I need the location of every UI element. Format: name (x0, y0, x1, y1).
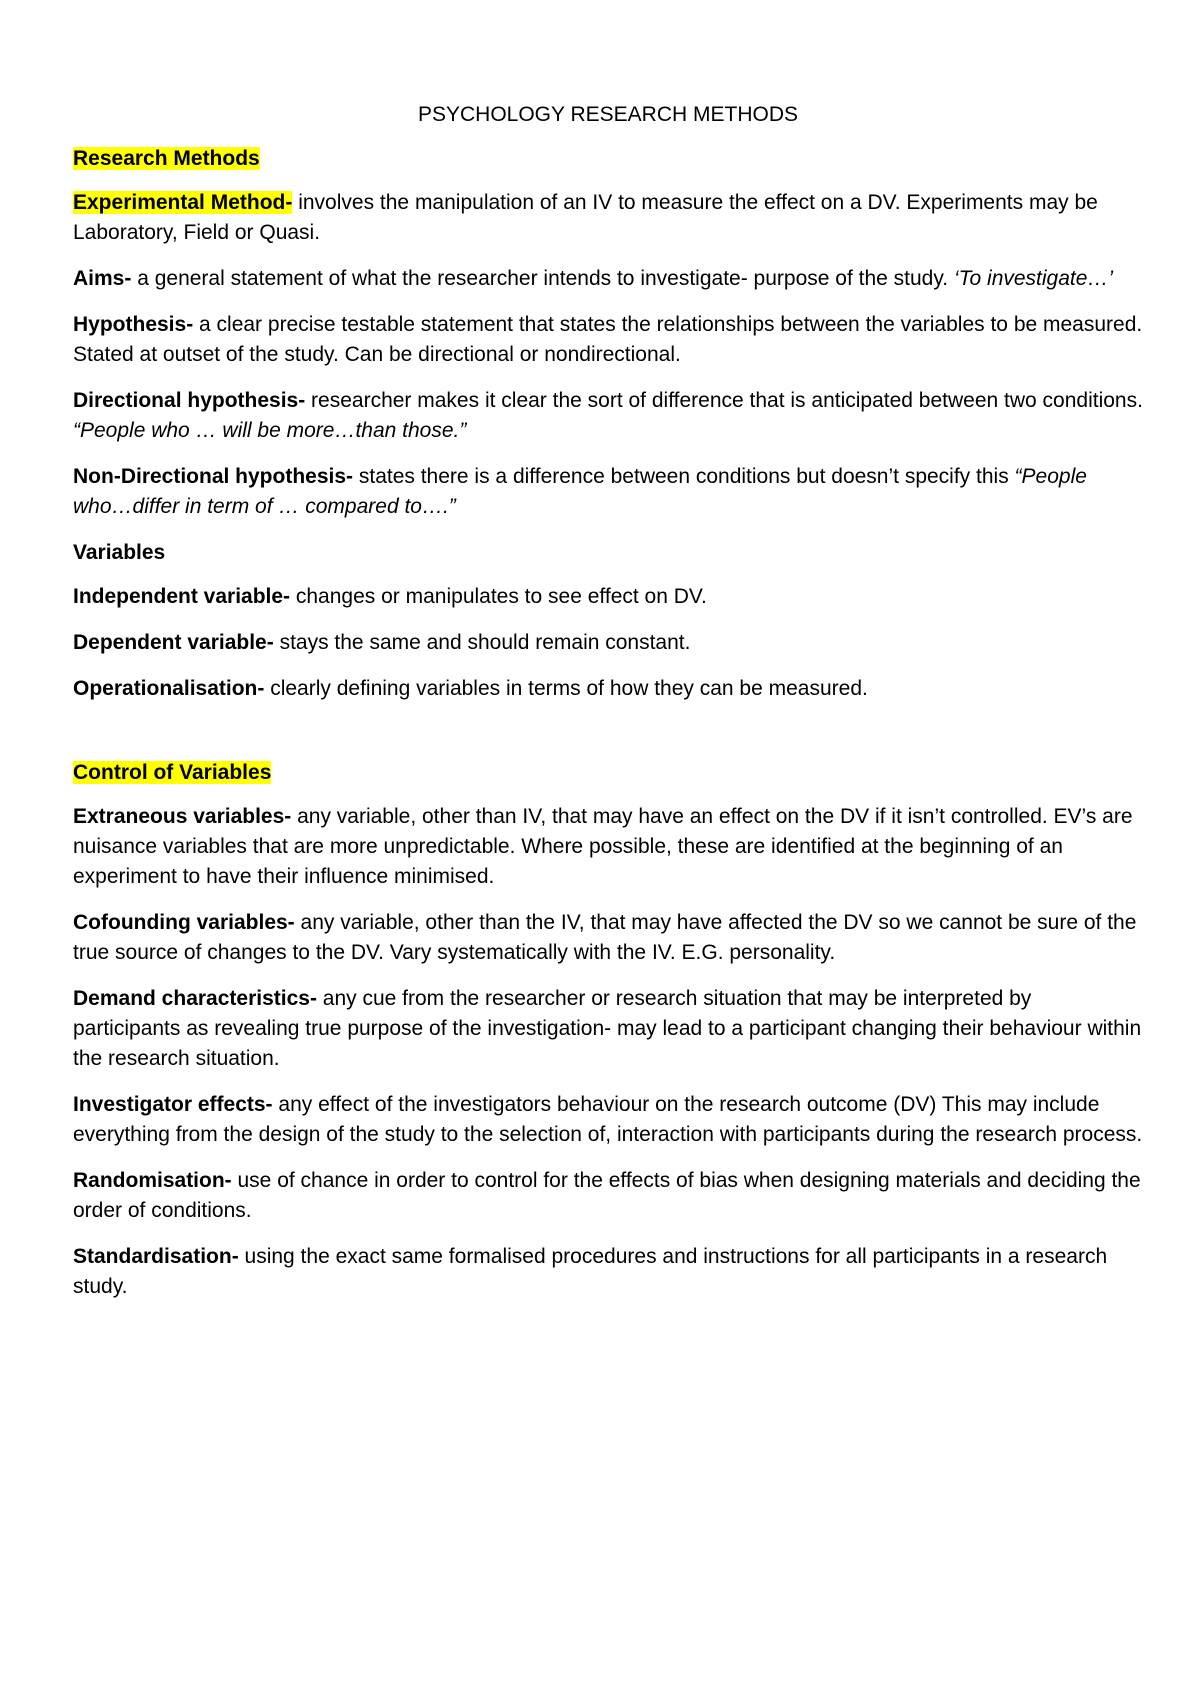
definition-term: Operationalisation- (73, 677, 265, 700)
definition-demand-characteristics (73, 984, 1143, 1074)
definition-text: any variable, other than the IV, that may have affected the DV so we cannot be sure of the true source of changes to the DV. Vary systematically with the IV. E.G. personality. (73, 911, 1137, 964)
section-heading-variables: Variables (73, 541, 166, 564)
definition-term: Standardisation- (73, 1245, 239, 1268)
definition-term: Randomisation- (73, 1169, 232, 1192)
definition-example: ‘To investigate…’ (953, 267, 1114, 290)
definition-term: Aims- (73, 267, 132, 290)
section-heading-research-methods (73, 144, 1143, 174)
definition-hypothesis (73, 310, 1143, 370)
document-title: PSYCHOLOGY RESEARCH METHODS (417, 103, 799, 126)
definition-term: Cofounding variables- (73, 911, 295, 934)
definition-text: use of chance in order to control for the effects of bias when designing materials and deciding the order of conditions. (73, 1169, 1141, 1222)
section-spacer (73, 720, 1143, 758)
definition-text: any cue from the researcher or research situation that may be interpreted by participants as revealing true purpose of the investigation- may lead to a participant changing their behaviour within the research situation. (73, 987, 1142, 1070)
document-body (73, 100, 1143, 1318)
definition-text: a general statement of what the researcher intends to investigate- purpose of the study. (131, 267, 954, 290)
section-heading-control-of-variables (73, 758, 1143, 788)
definition-text: changes or manipulates to see effect on DV. (290, 585, 707, 608)
definition-cofounding-variables (73, 908, 1143, 968)
definition-term: Directional hypothesis- (73, 389, 306, 412)
definition-text: using the exact same formalised procedures and instructions for all participants in a research study. (73, 1245, 1108, 1298)
definition-term: Investigator effects- (73, 1093, 273, 1116)
definition-extraneous-variables (73, 802, 1143, 892)
highlighted-heading-text: Research Methods (73, 147, 260, 170)
definition-randomisation (73, 1166, 1143, 1226)
definition-text: researcher makes it clear the sort of difference that is anticipated between two conditions. (305, 389, 1143, 412)
highlighted-heading-text: Control of Variables (73, 761, 272, 784)
definition-text: clearly defining variables in terms of how they can be measured. (264, 677, 868, 700)
definition-text: any effect of the investigators behaviour on the research outcome (DV) This may include everything from the design of the study to the selection of, interaction with participants during the research process. (73, 1093, 1143, 1146)
definition-dependent-variable (73, 628, 1143, 658)
definition-directional-hypothesis (73, 386, 1143, 446)
definition-standardisation (73, 1242, 1143, 1302)
definition-aims (73, 264, 1143, 294)
definition-text: stays the same and should remain constant. (273, 631, 691, 654)
definition-text: states there is a difference between conditions but doesn’t specify this (353, 465, 1015, 488)
definition-operationalisation (73, 674, 1143, 704)
definition-term: Non-Directional hypothesis- (73, 465, 354, 488)
definition-term: Extraneous variables- (73, 805, 292, 828)
definition-experimental-method (73, 188, 1143, 248)
definition-term: Hypothesis- (73, 313, 194, 336)
definition-text: involves the manipulation of an IV to measure the effect on a DV. Experiments may be Laboratory, Field or Quasi. (73, 191, 1098, 244)
definition-term: Dependent variable- (73, 631, 274, 654)
definition-example: “People who … will be more…than those.” (73, 419, 467, 442)
definition-independent-variable (73, 582, 1143, 612)
definition-term: Experimental Method- (73, 191, 293, 214)
definition-text: a clear precise testable statement that states the relationships between the variables to be measured. Stated at outset of the study. Can be directional or nondirectional. (73, 313, 1143, 366)
definition-non-directional-hypothesis (73, 462, 1143, 522)
definition-text: any variable, other than IV, that may have an effect on the DV if it isn’t controlled. EV’s are nuisance variables that are more unpredictable. Where possible, these are identified at the beginning of an experiment to have their influence minimised. (73, 805, 1133, 888)
definition-term: Independent variable- (73, 585, 291, 608)
definition-term: Demand characteristics- (73, 987, 317, 1010)
definition-investigator-effects (73, 1090, 1143, 1150)
definition-example: “People who…differ in term of … compared to….” (73, 465, 1087, 518)
